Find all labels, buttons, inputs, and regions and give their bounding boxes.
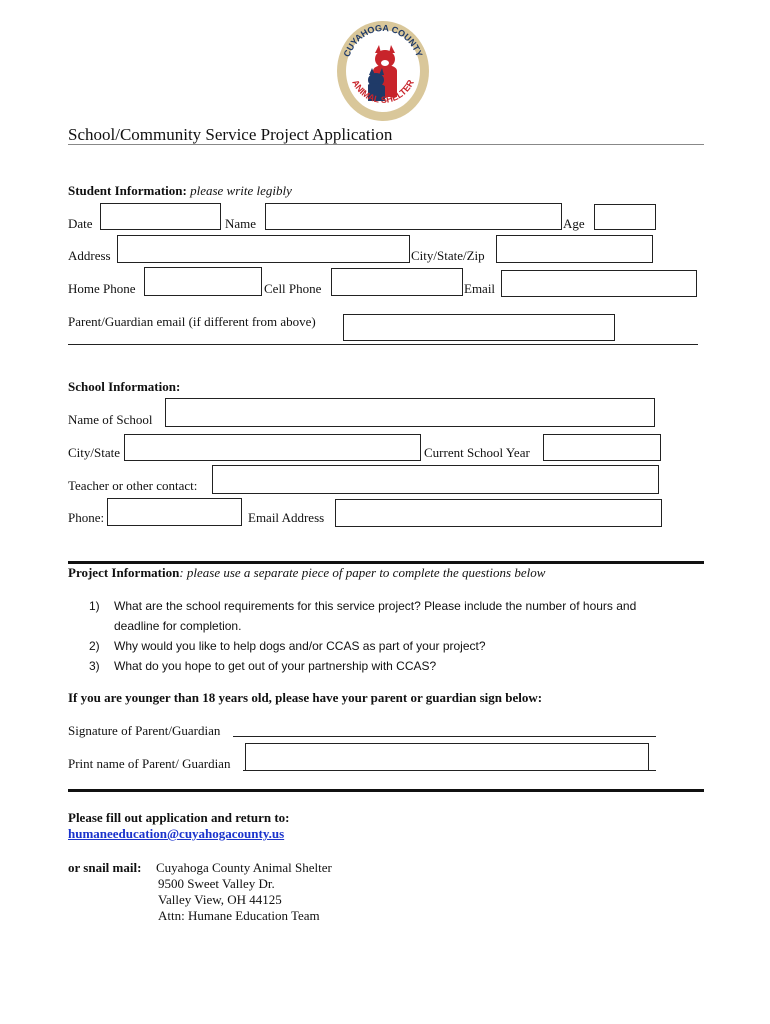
name-label: Name: [225, 216, 257, 231]
teacher-label: Teacher or other contact:: [68, 478, 198, 493]
teacher-field[interactable]: [212, 465, 659, 494]
shelter-logo: [333, 13, 433, 123]
signature-line[interactable]: [233, 736, 656, 737]
date-field[interactable]: [100, 203, 221, 230]
school-city-field[interactable]: [124, 434, 421, 461]
guardian-heading: If you are younger than 18 years old, please have your parent or guardian sign below:: [68, 690, 543, 705]
student-section-heading: Student Information: please write legibly: [68, 183, 292, 198]
question-3-text: What do you hope to get out of your partnership with CCAS?: [114, 659, 437, 673]
project-section-heading: Project Information: please use a separate piece of paper to complete the questions below: [68, 565, 546, 580]
form-title: School/Community Service Project Application: [68, 125, 393, 144]
school-phone-field[interactable]: [107, 498, 242, 526]
email-label: Email: [464, 281, 496, 296]
school-section-heading: School Information:: [68, 379, 181, 394]
question-1-number: 1): [89, 599, 100, 613]
school-phone-label: Phone:: [68, 510, 105, 525]
question-3-number: 3): [89, 659, 100, 673]
parent-email-label: Parent/Guardian email (if different from above): [68, 314, 316, 329]
question-1-line1: What are the school requirements for this service project? Please include the number of hours and: [114, 599, 637, 613]
section-divider: [68, 561, 704, 564]
question-2-text: Why would you like to help dogs and/or CCAS as part of your project?: [114, 639, 486, 653]
cell-phone-label: Cell Phone: [264, 281, 322, 296]
age-field[interactable]: [594, 204, 656, 230]
parent-email-field[interactable]: [343, 314, 615, 341]
svg-text:ANIMAL SHELTER: ANIMAL SHELTER: [350, 78, 416, 105]
city-state-zip-label: City/State/Zip: [411, 248, 485, 263]
print-name-label: Print name of Parent/ Guardian: [68, 756, 231, 771]
mail-address-line-1: Cuyahoga County Animal Shelter: [156, 860, 332, 875]
parent-email-underline: [68, 344, 698, 345]
school-email-field[interactable]: [335, 499, 662, 527]
date-label: Date: [68, 216, 93, 231]
address-label: Address: [68, 248, 111, 263]
home-phone-label: Home Phone: [68, 281, 136, 296]
cell-phone-field[interactable]: [331, 268, 463, 296]
title-rule: [68, 144, 704, 145]
svg-text:CUYAHOGA COUNTY: CUYAHOGA COUNTY: [341, 22, 425, 59]
age-label: Age: [563, 216, 585, 231]
school-city-label: City/State: [68, 445, 120, 460]
snail-mail-label: or snail mail:: [68, 860, 142, 875]
question-2-number: 2): [89, 639, 100, 653]
address-field[interactable]: [117, 235, 410, 263]
school-email-label: Email Address: [248, 510, 325, 525]
mail-address-line-3: Valley View, OH 44125: [158, 892, 282, 907]
return-heading: Please fill out application and return to:: [68, 810, 290, 825]
return-email-link[interactable]: humaneeducation@cuyahogacounty.us: [68, 826, 285, 841]
school-name-field[interactable]: [165, 398, 655, 427]
home-phone-field[interactable]: [144, 267, 262, 296]
city-state-zip-field[interactable]: [496, 235, 653, 263]
question-1-line2: deadline for completion.: [114, 619, 242, 633]
school-year-label: Current School Year: [424, 445, 530, 460]
print-name-underline: [243, 770, 656, 771]
name-field[interactable]: [265, 203, 562, 230]
footer-divider: [68, 789, 704, 792]
mail-address-line-2: 9500 Sweet Valley Dr.: [158, 876, 275, 891]
print-name-field[interactable]: [245, 743, 649, 771]
signature-label: Signature of Parent/Guardian: [68, 723, 221, 738]
school-name-label: Name of School: [68, 412, 153, 427]
school-year-field[interactable]: [543, 434, 661, 461]
mail-address-line-4: Attn: Humane Education Team: [158, 908, 320, 923]
email-field[interactable]: [501, 270, 697, 297]
